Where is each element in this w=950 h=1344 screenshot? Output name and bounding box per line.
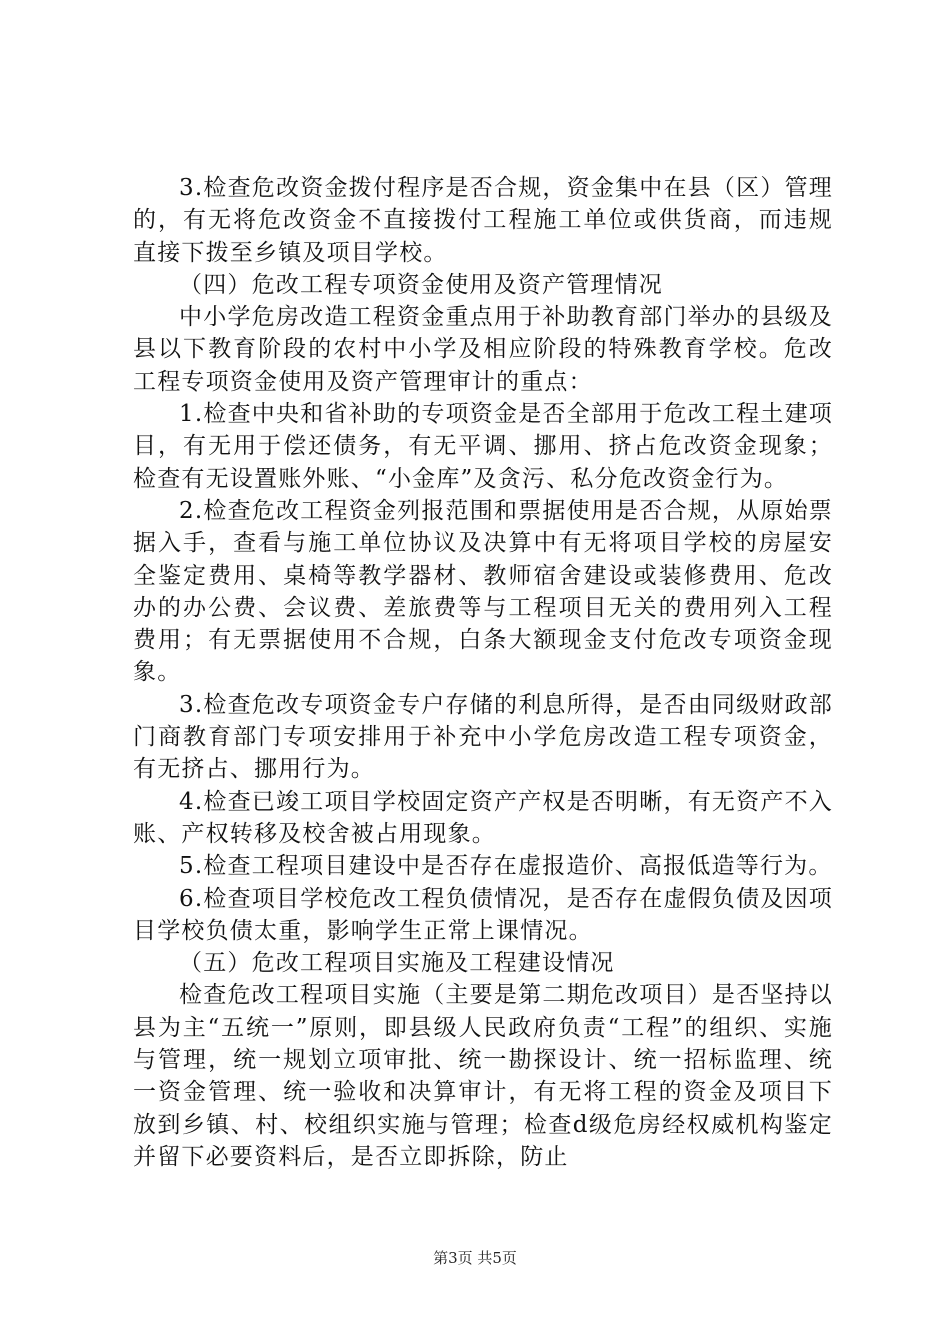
paragraph-item-3-fund-disbursement: 3.检查危改资金拨付程序是否合规，资金集中在县（区）管理的，有无将危改资金不直接拨付工程施工单位或供货商，而违规直接下拨至乡镇及项目学校。 [133,175,833,266]
paragraph-item-5-false-reporting: 5.检查工程项目建设中是否存在虚报造价、高报低造等行为。 [179,853,833,880]
paragraph-section-5-body: 检查危改工程项目实施（主要是第二期危改项目）是否坚持以县为主“五统一”原则，即县级人民政府负责“工程”的组织、实施与管理，统一规划立项审批、统一勘探设计、统一招标监理、统一资金管理、统一验收和决算审计，有无将工程的资金及项目下放到乡镇、村、校组织实施与管理；检查d级危房经权威机构鉴定并留下必要资料后，是否立即拆除，防止 [133,982,833,1170]
paragraph-item-2-expense-scope: 2.检查危改工程资金列报范围和票据使用是否合规，从原始票据入手，查看与施工单位协议及决算中有无将项目学校的房屋安全鉴定费用、桌椅等教学器材、教师宿舍建设或装修费用、危改办的办公费、会议费、差旅费等与工程项目无关的费用列入工程费用；有无票据使用不合规，白条大额现金支付危改专项资金现象。 [133,497,833,686]
paragraph-section-4-intro: 中小学危房改造工程资金重点用于补助教育部门举办的县级及县以下教育阶段的农村中小学及相应阶段的特殊教育学校。危改工程专项资金使用及资产管理审计的重点： [133,304,833,395]
page-number-footer: 第3页 共5页 [433,1249,517,1267]
paragraph-item-6-liabilities: 6.检查项目学校危改工程负债情况，是否存在虚假负债及因项目学校负债太重，影响学生正常上课情况。 [133,885,833,944]
paragraph-item-1-special-funds: 1.检查中央和省补助的专项资金是否全部用于危改工程土建项目，有无用于偿还债务，有无平调、挪用、挤占危改资金现象；检查有无设置账外账、“小金库”及贪污、私分危改资金行为。 [133,401,833,492]
document-body [133,172,833,1173]
paragraph-item-3-interest-income: 3.检查危改专项资金专户存储的利息所得，是否由同级财政部门商教育部门专项安排用于补充中小学危房改造工程专项资金，有无挤占、挪用行为。 [133,691,833,783]
section-heading-5: （五）危改工程项目实施及工程建设情况 [179,950,615,977]
section-heading-4: （四）危改工程专项资金使用及资产管理情况 [179,271,663,298]
paragraph-item-4-fixed-assets: 4.检查已竣工项目学校固定资产产权是否明晰，有无资产不入账、产权转移及校舍被占用现象。 [133,788,833,847]
